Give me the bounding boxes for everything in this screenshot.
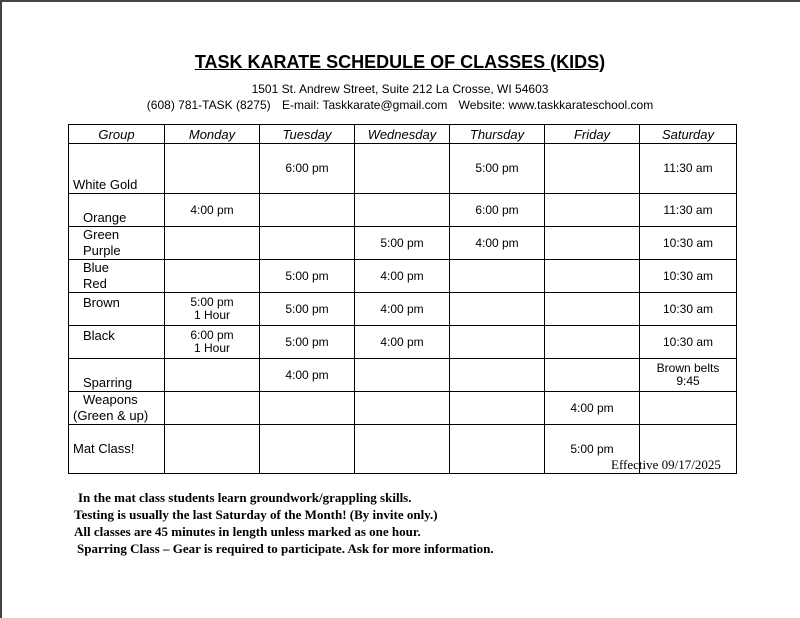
group-cell [69, 359, 165, 392]
time-cell-wednesday [355, 392, 450, 425]
time-cell-tuesday [260, 144, 355, 194]
time-value: 10:30 am [662, 301, 714, 316]
time-cell-thursday [450, 144, 545, 194]
schedule-table [68, 124, 737, 474]
group-cell [69, 194, 165, 227]
time-value: 9:45 [676, 374, 700, 388]
time-cell-monday [165, 227, 260, 260]
time-cell-thursday [450, 392, 545, 425]
time-cell-friday [545, 392, 640, 425]
time-value: 5:00 pm [285, 334, 329, 349]
table-row [69, 326, 737, 359]
time-value: 4:00 pm [380, 334, 424, 349]
time-cell-monday [165, 144, 260, 194]
note-line: Testing is usually the last Saturday of the Month! (By invite only.) [74, 507, 438, 522]
time-cell-thursday [450, 293, 545, 326]
column-header-friday: Friday [545, 125, 640, 144]
time-value: 5:00 pm [475, 161, 519, 175]
time-cell-tuesday [260, 227, 355, 260]
time-value: 6:00 pm [475, 202, 519, 217]
time-cell-saturday [640, 260, 737, 293]
email-address: E-mail: Taskkarate@gmail.com [281, 98, 448, 112]
table-row [69, 260, 737, 293]
column-header-wednesday: Wednesday [355, 125, 450, 144]
time-cell-friday [545, 227, 640, 260]
column-header-group: Group [69, 125, 165, 144]
group-name: White Gold [73, 177, 138, 192]
group-name: Green [83, 227, 120, 242]
group-name: Orange [83, 210, 127, 225]
time-value: 6:00 pm [285, 161, 329, 175]
time-cell-tuesday [260, 260, 355, 293]
time-value: 5:00 pm [570, 441, 614, 456]
table-row [69, 194, 737, 227]
table-row [69, 359, 737, 392]
note-line: Sparring Class – Gear is required to participate. Ask for more information. [77, 541, 494, 556]
time-value: 6:00 pm [190, 328, 234, 342]
time-cell-monday [165, 392, 260, 425]
time-cell-monday [165, 293, 260, 326]
group-cell [69, 326, 165, 359]
time-value: 10:30 am [662, 334, 714, 349]
group-cell [69, 227, 165, 260]
time-cell-friday [545, 144, 640, 194]
time-cell-wednesday [355, 359, 450, 392]
time-cell-monday [165, 326, 260, 359]
column-header-tuesday: Tuesday [260, 125, 355, 144]
time-value: 5:00 pm [190, 295, 234, 309]
group-name: Black [83, 328, 115, 343]
time-cell-wednesday [355, 144, 450, 194]
table-row [69, 293, 737, 326]
time-cell-thursday [450, 425, 545, 474]
time-value: 1 Hour [193, 341, 231, 355]
column-header-monday: Monday [165, 125, 260, 144]
time-value: 4:00 pm [190, 202, 234, 217]
address-line: 1501 St. Andrew Street, Suite 212 La Crosse, WI 54603 [251, 82, 549, 96]
time-cell-monday [165, 359, 260, 392]
time-cell-friday [545, 293, 640, 326]
time-cell-saturday [640, 144, 737, 194]
table-header-row [69, 125, 737, 144]
time-value: 5:00 pm [285, 268, 329, 283]
group-name: Sparring [83, 375, 133, 390]
effective-date: Effective 09/17/2025 [611, 457, 721, 472]
time-value: 5:00 pm [285, 301, 329, 316]
time-cell-friday [545, 359, 640, 392]
time-cell-tuesday [260, 326, 355, 359]
time-value: 4:00 pm [380, 301, 424, 316]
group-cell [69, 293, 165, 326]
time-value: 4:00 pm [380, 268, 424, 283]
time-cell-monday [165, 260, 260, 293]
time-cell-saturday [640, 359, 737, 392]
time-value: 1 Hour [193, 308, 231, 322]
notes-section [74, 489, 494, 557]
time-cell-tuesday [260, 293, 355, 326]
time-value: 11:30 am [663, 161, 713, 175]
page-title: TASK KARATE SCHEDULE OF CLASSES (KIDS) [194, 52, 606, 72]
website-address: Website: www.taskkarateschool.com [458, 98, 654, 112]
group-name: Weapons [83, 392, 138, 407]
group-cell [69, 392, 165, 425]
time-cell-monday [165, 425, 260, 474]
group-cell [69, 425, 165, 474]
time-cell-thursday [450, 326, 545, 359]
contact-line [0, 98, 800, 112]
time-cell-tuesday [260, 392, 355, 425]
time-cell-friday [545, 260, 640, 293]
time-cell-wednesday [355, 260, 450, 293]
time-cell-friday [545, 326, 640, 359]
time-value: 4:00 pm [570, 400, 614, 415]
time-cell-wednesday [355, 425, 450, 474]
group-name: Mat Class! [73, 441, 135, 456]
time-cell-wednesday [355, 227, 450, 260]
group-name: Red [83, 276, 107, 291]
time-cell-wednesday [355, 293, 450, 326]
time-cell-tuesday [260, 359, 355, 392]
table-row [69, 144, 737, 194]
time-value: Brown belts [656, 361, 720, 375]
time-cell-wednesday [355, 194, 450, 227]
time-cell-saturday [640, 194, 737, 227]
table-row [69, 392, 737, 425]
time-value: 4:00 pm [475, 235, 519, 250]
time-cell-tuesday [260, 425, 355, 474]
group-cell [69, 260, 165, 293]
note-line: In the mat class students learn groundwork/grappling skills. [78, 490, 412, 505]
phone-number: (608) 781-TASK (8275) [146, 98, 271, 112]
table-row [69, 227, 737, 260]
time-value: 5:00 pm [380, 235, 424, 250]
time-cell-saturday [640, 326, 737, 359]
group-name: Brown [83, 295, 120, 310]
group-name: (Green & up) [73, 408, 149, 423]
note-line: All classes are 45 minutes in length unless marked as one hour. [74, 524, 421, 539]
time-cell-thursday [450, 227, 545, 260]
time-cell-thursday [450, 359, 545, 392]
time-value: 10:30 am [662, 235, 714, 250]
time-cell-thursday [450, 260, 545, 293]
column-header-thursday: Thursday [450, 125, 545, 144]
time-value: 10:30 am [662, 268, 714, 283]
time-value: 11:30 am [663, 202, 713, 217]
group-cell [69, 144, 165, 194]
time-cell-saturday [640, 227, 737, 260]
time-cell-saturday [640, 392, 737, 425]
time-value: 4:00 pm [285, 367, 329, 382]
time-cell-thursday [450, 194, 545, 227]
time-cell-saturday [640, 293, 737, 326]
time-cell-tuesday [260, 194, 355, 227]
time-cell-friday [545, 194, 640, 227]
time-cell-monday [165, 194, 260, 227]
group-name: Blue [83, 260, 110, 275]
column-header-saturday: Saturday [640, 125, 737, 144]
group-name: Purple [83, 243, 121, 258]
time-cell-wednesday [355, 326, 450, 359]
